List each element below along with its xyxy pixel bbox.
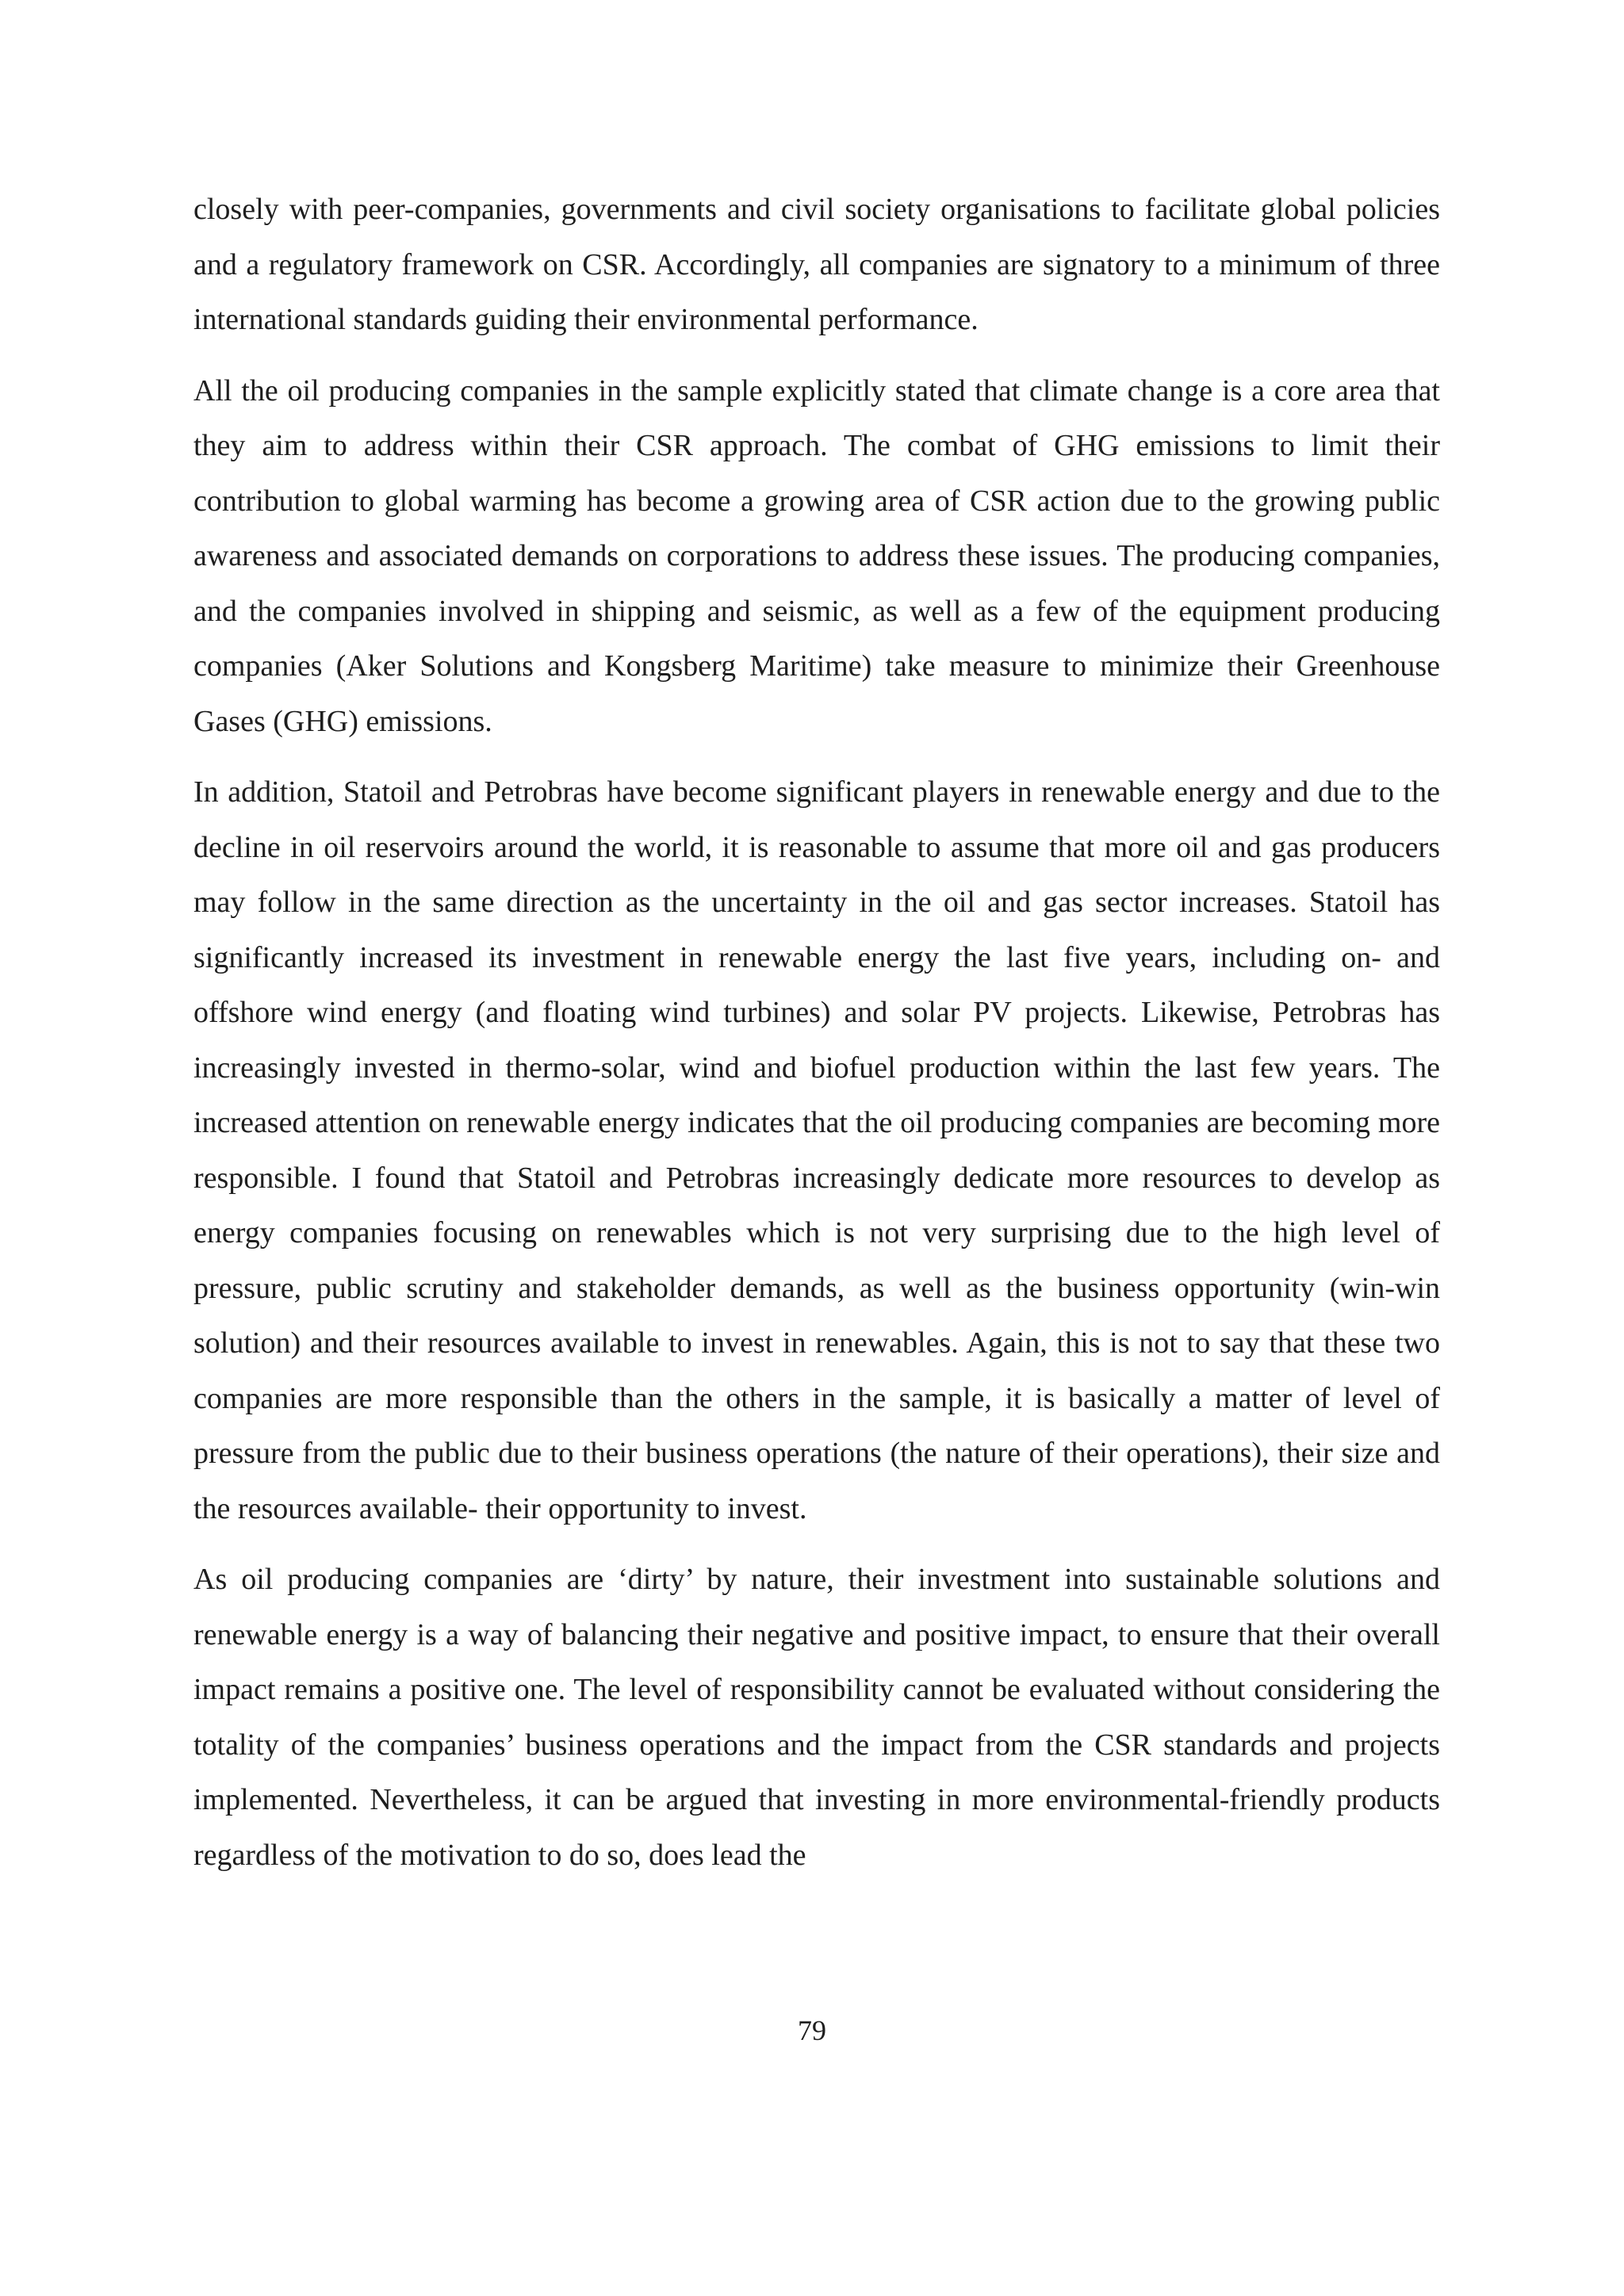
paragraph-2: All the oil producing companies in the sample explicitly stated that climate change is a core area that they aim to address within their CSR approach. The combat of GHG emissions to limit their contribution to global warming has become a growing area of CSR action due to the growing public awareness and associated demands on corporations to address these issues. The producing companies, and the companies involved in shipping and seismic, as well as a few of the equipment producing companies (Aker Solutions and Kongsberg Maritime) take measure to minimize their Greenhouse Gases (GHG) emissions. (193, 373, 1440, 738)
paragraph-4: As oil producing companies are ‘dirty’ by nature, their investment into sustainable solutions and renewable energy is a way of balancing their negative and positive impact, to ensure that their overall impact remains a positive one. The level of responsibility cannot be evaluated without considering the totality of the companies’ business operations and the impact from the CSR standards and projects implemented. Nevertheless, it can be argued that investing in more environmental-friendly products regardless of the motivation to do so, does lead the (193, 1563, 1440, 1872)
paragraph-3: In addition, Statoil and Petrobras have become significant players in renewable energy and due to the decline in oil reservoirs around the world, it is reasonable to assume that more oil and gas producers may follow in the same direction as the uncertainty in the oil and gas sector increases. Statoil has significantly increased its investment in renewable energy the last five years, including on- and offshore wind energy (and floating wind turbines) and solar PV projects. Likewise, Petrobras has increasingly invested in thermo-solar, wind and biofuel production within the last few years. The increased attention on renewable energy indicates that the oil producing companies are becoming more responsible. I found that Statoil and Petrobras increasingly dedicate more resources to develop as energy companies focusing on renewables which is not very surprising due to the high level of pressure, public scrutiny and stakeholder demands, as well as the business opportunity (win-win solution) and their resources available to invest in renewables. Again, this is not to say that these two companies are more responsible than the others in the sample, it is basically a matter of level of pressure from the public due to their business operations (the nature of their operations), their size and the resources available- their opportunity to invest. (193, 775, 1440, 1525)
body-text (193, 182, 1440, 1899)
page-number: 79 (798, 2015, 826, 2046)
paragraph-1: closely with peer-companies, governments and civil society organisations to facilitate global policies and a regulatory framework on CSR. Accordingly, all companies are signatory to a minimum of three international standards guiding their environmental performance. (193, 193, 1440, 336)
